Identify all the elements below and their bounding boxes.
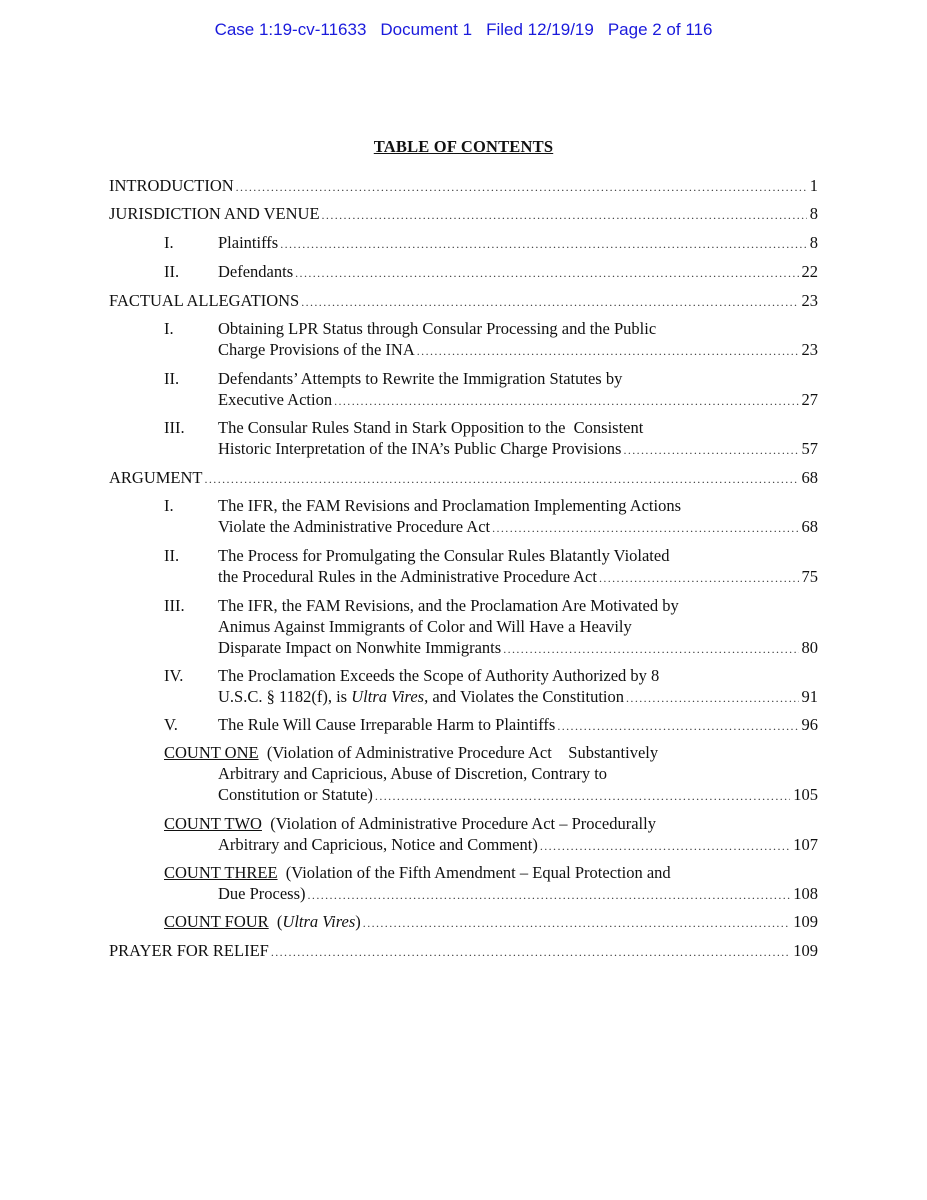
case-number: Case 1:19-cv-11633 [214, 20, 367, 39]
toc-entry-ar4-line1 [218, 665, 818, 686]
toc-entry-text: the Procedural Rules in the Administrative Procedure Act [218, 567, 597, 586]
toc-leader-dots [492, 518, 798, 539]
toc-leader-dots [322, 205, 807, 226]
toc-entry-text: Historic Interpretation of the INA’s Public Charge Provisions [218, 439, 622, 458]
filed-date: Filed 12/19/19 [486, 20, 594, 39]
toc-leader-dots [295, 263, 798, 284]
toc-text-italic: Ultra Vires [282, 912, 356, 931]
toc-entry-numeral: V. [164, 715, 178, 734]
toc-entry-count-two[interactable] [218, 834, 818, 855]
toc-leader-dots [280, 234, 807, 255]
toc-entry-exceeds-authority[interactable] [218, 686, 818, 707]
toc-leader-dots [301, 292, 798, 313]
toc-page-number: 8 [809, 204, 818, 223]
toc-entry-text: The Proclamation Exceeds the Scope of Authority Authorized by 8 [218, 666, 660, 685]
toc-entry-ar3-line2 [218, 616, 818, 637]
toc-entry-text: The IFR, the FAM Revisions and Proclamation Implementing Actions [218, 496, 682, 515]
toc-page-number: 91 [801, 687, 818, 706]
toc-entry-text: The Rule Will Cause Irreparable Harm to Plaintiffs [218, 715, 556, 734]
toc-entry-numeral: IV. [164, 666, 184, 685]
toc-entry-text: FACTUAL ALLEGATIONS [109, 291, 300, 310]
toc-entry-stark-opposition[interactable] [218, 438, 818, 459]
toc-entry-count-one[interactable] [218, 784, 818, 805]
toc-page-number: 108 [793, 884, 818, 903]
toc-page-number: 96 [801, 715, 818, 734]
toc-leader-dots [599, 568, 799, 589]
toc-entry-text: JURISDICTION AND VENUE [109, 204, 320, 223]
toc-text-part: U.S.C. § 1182(f), is [218, 687, 352, 706]
toc-leader-dots [503, 639, 798, 660]
toc-entry-introduction[interactable] [109, 175, 818, 196]
toc-entry-text: Violate the Administrative Procedure Act [218, 517, 491, 536]
toc-page-number: 68 [801, 468, 818, 487]
toc-entry-text: Plaintiffs [218, 233, 279, 252]
toc-entry-count-three-line1 [164, 862, 818, 883]
toc-leader-dots [236, 177, 807, 198]
toc-page-number: 1 [809, 176, 818, 195]
count-label: COUNT TWO [164, 814, 262, 833]
toc-entry-text: The IFR, the FAM Revisions, and the Proclamation Are Motivated by [218, 596, 679, 615]
toc-entry-numeral: II. [164, 546, 180, 565]
count-label: COUNT FOUR [164, 912, 269, 931]
toc-entry-count-one-line1 [164, 742, 818, 763]
toc-entry-plaintiffs[interactable] [218, 232, 818, 253]
page-count: Page 2 of 116 [607, 20, 713, 39]
toc-entry-text: PRAYER FOR RELIEF [109, 941, 269, 960]
toc-entry-prayer-for-relief[interactable] [109, 940, 818, 961]
toc-page-number: 75 [801, 567, 818, 586]
toc-entry-irreparable-harm[interactable] [218, 714, 818, 735]
toc-page-number: 8 [809, 233, 818, 252]
toc-leader-dots [363, 913, 790, 934]
toc-entry-text: ARGUMENT [109, 468, 203, 487]
toc-entry-numeral: I. [164, 319, 174, 338]
toc-page-number: 109 [793, 912, 818, 931]
toc-entry-text: INTRODUCTION [109, 176, 234, 195]
toc-entry-text: Due Process) [218, 884, 306, 903]
toc-entry-jurisdiction[interactable] [109, 203, 818, 224]
toc-leader-dots [308, 885, 791, 906]
toc-page-number: 107 [793, 835, 818, 854]
toc-entry-text: Obtaining LPR Status through Consular Processing and the Public [218, 319, 657, 338]
toc-leader-dots [623, 440, 798, 461]
toc-leader-dots [205, 469, 799, 490]
toc-leader-dots [557, 716, 798, 737]
toc-entry-consular-processing[interactable] [218, 339, 818, 360]
toc-entry-fa3-line1 [218, 417, 818, 438]
toc-leader-dots [375, 786, 790, 807]
toc-entry-text: Arbitrary and Capricious, Abuse of Discretion, Contrary to [218, 764, 608, 783]
toc-entry-ar3-line1 [218, 595, 818, 616]
toc-leader-dots [271, 942, 790, 963]
toc-entry-numeral: III. [164, 418, 185, 437]
toc-entry-text: The Consular Rules Stand in Stark Opposition to the Consistent [218, 418, 644, 437]
toc-entry-argument[interactable] [109, 467, 818, 488]
toc-entry-defendants[interactable] [218, 261, 818, 282]
toc-entry-count-two-line1 [164, 813, 818, 834]
toc-entry-count-four[interactable] [164, 911, 818, 932]
toc-entry-ar1-line1 [218, 495, 818, 516]
toc-entry-text: Disparate Impact on Nonwhite Immigrants [218, 638, 502, 657]
toc-page-number: 23 [801, 340, 818, 359]
toc-entry-count-three[interactable] [218, 883, 818, 904]
toc-entry-numeral: I. [164, 496, 174, 515]
toc-leader-dots [334, 391, 798, 412]
toc-entry-fa2-line1 [218, 368, 818, 389]
toc-entry-text: Animus Against Immigrants of Color and Will Have a Heavily [218, 617, 632, 636]
toc-page-number: 27 [801, 390, 818, 409]
toc-leader-dots [417, 341, 799, 362]
toc-entry-numeral: II. [164, 262, 180, 281]
toc-leader-dots [626, 688, 798, 709]
toc-entry-violate-apa[interactable] [218, 516, 818, 537]
document-number: Document 1 [380, 20, 473, 39]
toc-entry-rewrite-statutes[interactable] [218, 389, 818, 410]
toc-page-number: 57 [801, 439, 818, 458]
count-label: COUNT THREE [164, 863, 278, 882]
toc-leader-dots [540, 836, 790, 857]
toc-entry-text: Arbitrary and Capricious, Notice and Comment) [218, 835, 538, 854]
toc-entry-procedural-rules[interactable] [218, 566, 818, 587]
toc-entry-text: Executive Action [218, 390, 333, 409]
toc-entry-text: Charge Provisions of the INA [218, 340, 415, 359]
toc-entry-text: Defendants [218, 262, 294, 281]
toc-entry-text: Constitution or Statute) [218, 785, 373, 804]
toc-entry-count-one-line2 [218, 763, 818, 784]
toc-entry-text: (Violation of the Fifth Amendment – Equal Protection and [277, 863, 671, 882]
toc-entry-text: (Violation of Administrative Procedure Act – Procedurally [261, 814, 656, 833]
toc-entry-numeral: III. [164, 596, 185, 615]
toc-page-number: 23 [801, 291, 818, 310]
toc-entry-fa1-line1 [218, 318, 818, 339]
toc-entry-ar2-line1 [218, 545, 818, 566]
toc-page-number: 68 [801, 517, 818, 536]
toc-entry-factual-allegations[interactable] [109, 290, 818, 311]
toc-entry-text: (Violation of Administrative Procedure Act Substantively [258, 743, 659, 762]
toc-entry-text: Defendants’ Attempts to Rewrite the Immigration Statutes by [218, 369, 623, 388]
toc-text-italic: Ultra Vires [351, 687, 425, 706]
toc-page-number: 105 [793, 785, 818, 804]
toc-entry-numeral: II. [164, 369, 180, 388]
toc-text-part: ) [355, 912, 361, 931]
toc-entry-disparate-impact[interactable] [218, 637, 818, 658]
toc-title: TABLE OF CONTENTS [373, 137, 554, 156]
count-label: COUNT ONE [164, 743, 259, 762]
toc-page-number: 80 [801, 638, 818, 657]
toc-entry-numeral: I. [164, 233, 174, 252]
toc-entry-text [218, 686, 624, 707]
toc-text-part: , and Violates the Constitution [424, 687, 625, 706]
toc-text-part: ( [268, 912, 283, 931]
toc-entry-text: The Process for Promulgating the Consular Rules Blatantly Violated [218, 546, 670, 565]
toc-page-number: 109 [793, 941, 818, 960]
toc-page-number: 22 [801, 262, 818, 281]
